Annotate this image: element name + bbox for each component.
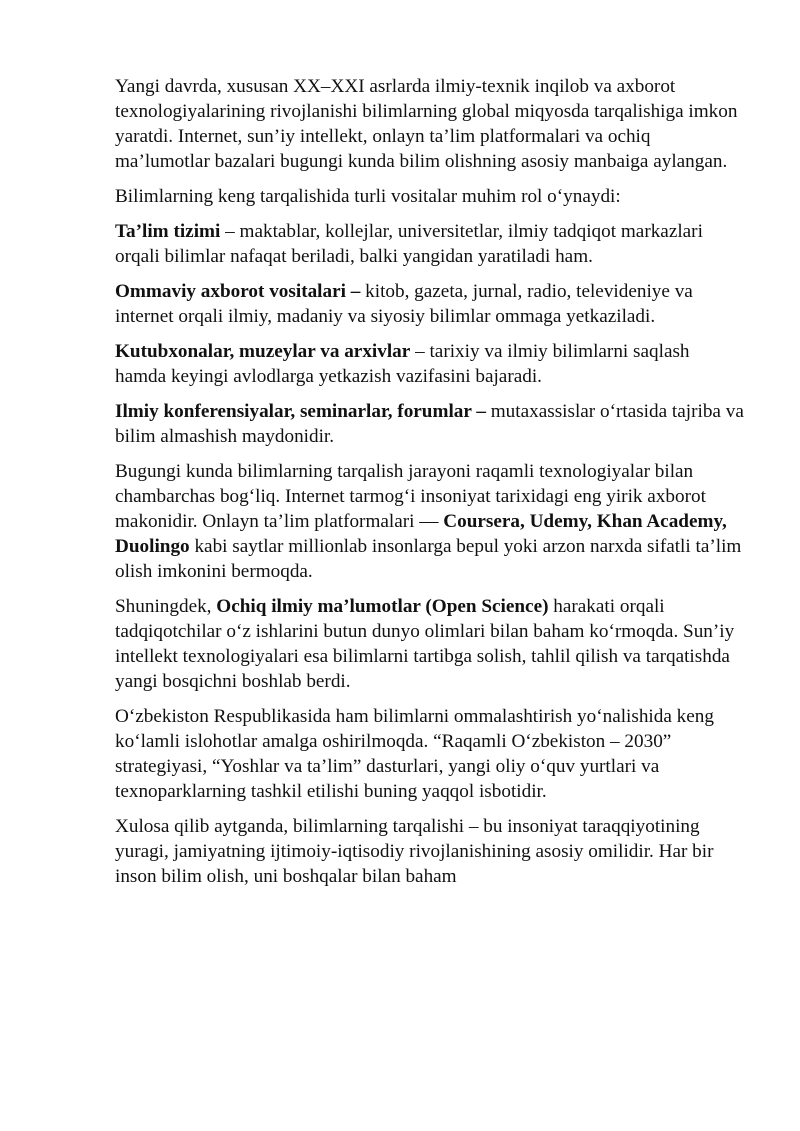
paragraph-text: kitob, gazeta, jurnal, radio, televideniye va internet orqali ilmiy, madaniy va siyosiy bilimlar ommaga yetkaziladi.	[115, 281, 693, 327]
paragraph-text: – maktablar, kollejlar, universitetlar, ilmiy tadqiqot markazlari orqali bilimlar nafaqat beriladi, balki yangidan yaratiladi ham.	[115, 221, 703, 267]
paragraph-text: Xulosa qilib aytganda, bilimlarning tarqalishi – bu insoniyat taraqqiyotining yuragi, jamiyatning ijtimoiy-iqtisodiy rivojlanishining asosiy omilidir. Har bir inson bilim olish, uni boshqalar bilan baham	[115, 816, 714, 887]
paragraph-open-science	[115, 594, 745, 694]
paragraph-conferences	[115, 399, 745, 449]
paragraph-tools-intro	[115, 184, 745, 209]
paragraph-text: mutaxassislar o‘rtasida tajriba va bilim almashish maydonidir.	[115, 401, 744, 447]
bold-term: Kutubxonalar, muzeylar va arxivlar	[115, 341, 411, 362]
paragraph-text: Bilimlarning keng tarqalishida turli vositalar muhim rol o‘ynaydi:	[115, 186, 621, 207]
document-page	[115, 74, 745, 899]
paragraph-text: Yangi davrda, xususan XX–XXI asrlarda ilmiy-texnik inqilob va axborot texnologiyalarining rivojlanishi bilimlarning global miqyosda tarqalishiga imkon yaratdi. Internet, sun’iy intellekt, onlayn ta’lim platformalari va ochiq ma’lumotlar bazalari bugungi kunda bilim olishning asosiy manbaiga aylangan.	[115, 76, 738, 172]
paragraph-uzbekistan	[115, 704, 745, 804]
paragraph-text: kabi saytlar millionlab insonlarga bepul yoki arzon narxda sifatli ta’lim olish imkonini bermoqda.	[115, 536, 742, 582]
bold-term: Ta’lim tizimi	[115, 221, 221, 242]
paragraph-text: Shuningdek,	[115, 596, 217, 617]
bold-term: Ilmiy konferensiyalar, seminarlar, forumlar –	[115, 401, 486, 422]
paragraph-mass-media	[115, 279, 745, 329]
bold-term: Ochiq ilmiy ma’lumotlar (Open Science)	[216, 596, 549, 617]
paragraph-text: – tarixiy va ilmiy bilimlarni saqlash hamda keyingi avlodlarga yetkazish vazifasini bajaradi.	[115, 341, 690, 387]
paragraph-intro	[115, 74, 745, 174]
bold-term: Coursera, Udemy, Khan Academy, Duolingo	[115, 511, 727, 557]
paragraph-text: harakati orqali tadqiqotchilar o‘z ishlarini butun dunyo olimlari bilan baham ko‘rmoqda. Sun’iy intellekt texnologiyalari esa bilimlarni tartibga solish, tahlil qilish va tarqatishda yangi bosqichni boshlab berdi.	[115, 596, 735, 692]
paragraph-libraries	[115, 339, 745, 389]
paragraph-education-system	[115, 219, 745, 269]
paragraph-text: Bugungi kunda bilimlarning tarqalish jarayoni raqamli texnologiyalar bilan chambarchas bog‘liq. Internet tarmog‘i insoniyat tarixidagi eng yirik axborot makonidir. Onlayn ta’lim platformalari —	[115, 461, 706, 532]
bold-term: Ommaviy axborot vositalari –	[115, 281, 361, 302]
paragraph-conclusion	[115, 814, 745, 889]
paragraph-text: O‘zbekiston Respublikasida ham bilimlarni ommalashtirish yo‘nalishida keng ko‘lamli islohotlar amalga oshirilmoqda. “Raqamli O‘zbekiston – 2030” strategiyasi, “Yoshlar va ta’lim” dasturlari, yangi oliy o‘quv yurtlari va texnoparklarning tashkil etilishi buning yaqqol isbotidir.	[115, 706, 714, 802]
paragraph-digital	[115, 459, 745, 584]
